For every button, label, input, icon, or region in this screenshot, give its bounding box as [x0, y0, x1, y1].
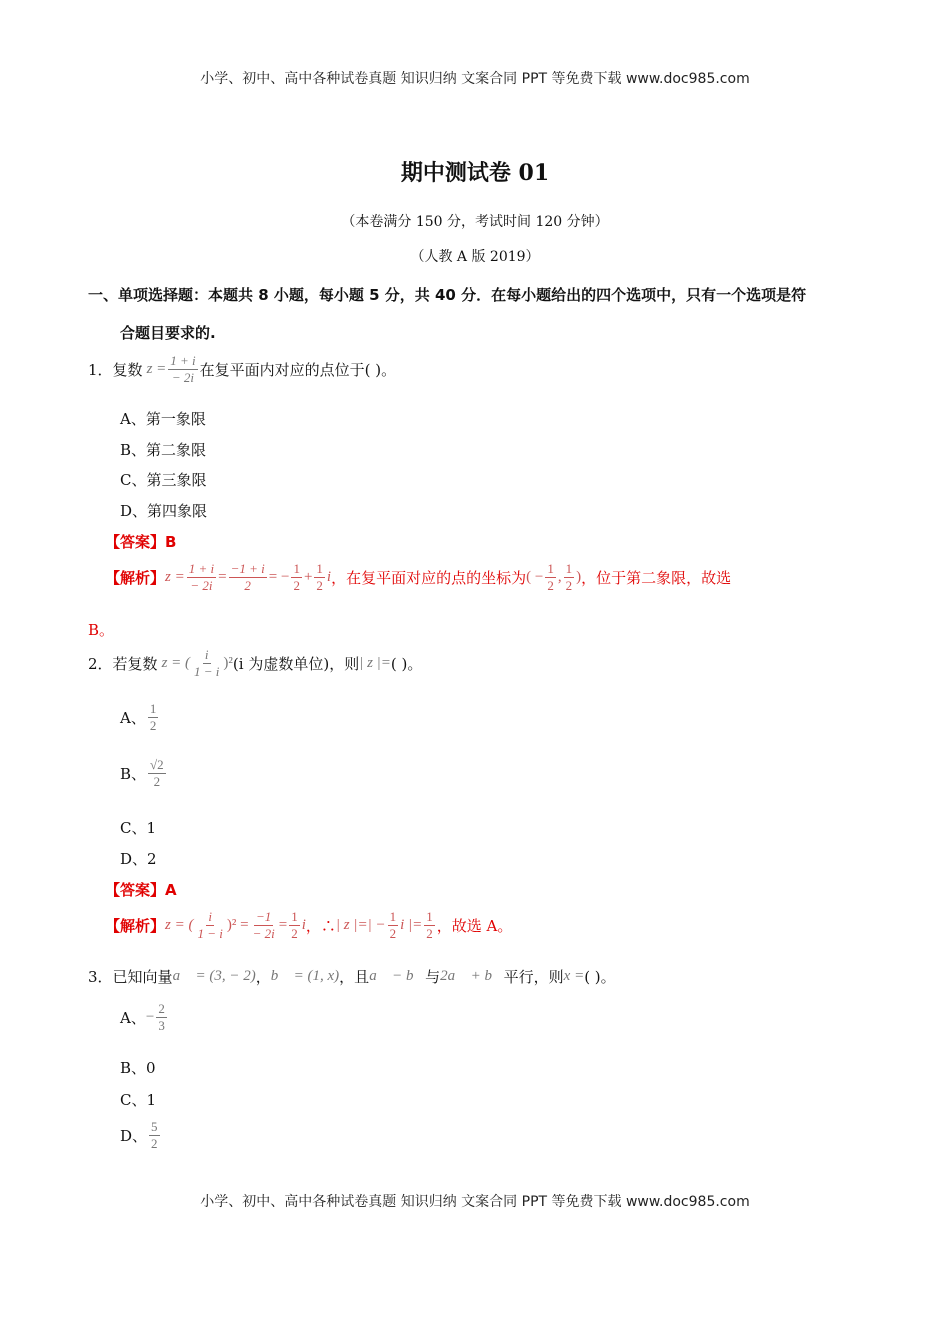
- question-text: 平行，则: [503, 968, 564, 986]
- math-fraction: [388, 910, 399, 940]
- option-b: [120, 758, 168, 788]
- math-operator: ): [576, 568, 582, 585]
- question-number: 2．: [88, 654, 113, 673]
- option-c: C、1: [120, 1091, 157, 1109]
- option-label: A、: [120, 708, 146, 727]
- question-text: ( )。: [390, 654, 423, 673]
- fraction-numerator: 1: [426, 909, 433, 924]
- fraction-numerator: 1: [389, 909, 397, 924]
- fraction-denominator: 2: [426, 925, 433, 941]
- section-heading-line1: 一、单项选择题：本题共 8 小题，每小题 5 分，共 40 分．在每小题给出的四个选项中，只有一个选项是符: [88, 286, 807, 304]
- page-footer: 小学、初中、高中各种试卷真题 知识归纳 文案合同 PPT 等免费下载 www.doc985.com: [200, 1194, 750, 1210]
- page-title: 期中测试卷 01: [400, 160, 550, 186]
- fraction-denominator: 2: [389, 925, 397, 941]
- section-heading-line2: 合题目要求的.: [120, 324, 216, 342]
- option-a: [120, 702, 160, 732]
- math-variable: i: [326, 568, 332, 585]
- math-operator: +: [303, 568, 313, 585]
- page-header: 小学、初中、高中各种试卷真题 知识归纳 文案合同 PPT 等免费下载 www.doc985.com: [200, 71, 750, 87]
- fraction-numerator: 1 + i: [170, 353, 196, 368]
- answer-value: B: [165, 533, 177, 551]
- fraction-numerator: 1: [565, 561, 573, 576]
- math-expression: x =: [563, 968, 585, 984]
- fraction-numerator: 5: [151, 1119, 158, 1134]
- fraction-denominator: 2: [293, 577, 300, 593]
- question-2: [88, 648, 422, 678]
- math-expression: z =: [165, 568, 185, 585]
- option-label: B、: [120, 764, 147, 783]
- option-a: A、第一象限: [120, 410, 206, 428]
- analysis-label: 【解析】: [105, 568, 166, 587]
- math-fraction: [564, 562, 575, 592]
- option-d: D、2: [120, 850, 157, 868]
- math-operator: =: [278, 916, 288, 933]
- fraction-denominator: − 2i: [190, 577, 213, 593]
- analysis-text: ，在复平面对应的点的坐标为: [331, 568, 527, 587]
- question-text: (i 为虚数单位)，则: [232, 654, 360, 673]
- option-a: [120, 1002, 169, 1032]
- math-fraction: [156, 1002, 167, 1032]
- analysis-text: ，位于第二象限，故选: [581, 568, 732, 587]
- option-label: A、: [120, 1008, 146, 1027]
- math-expression: | z |=| −: [335, 916, 386, 933]
- math-fraction: [187, 562, 216, 592]
- math-operator: =: [218, 568, 227, 585]
- math-expression: 2a⃗ + b⃗: [440, 968, 504, 984]
- question-text: ，: [255, 968, 271, 986]
- math-fraction: [289, 910, 300, 940]
- fraction-denominator: 2: [291, 925, 298, 941]
- question-text: 已知向量: [112, 968, 173, 986]
- question-text: ( )。: [584, 968, 616, 986]
- fraction-numerator: 1: [149, 701, 157, 716]
- math-operator: )² =: [226, 916, 249, 933]
- math-operator: −: [145, 1008, 155, 1025]
- fraction-numerator: −1: [256, 909, 272, 924]
- math-expression: z = (: [165, 916, 194, 933]
- math-fraction: [314, 562, 325, 592]
- math-fraction: [192, 648, 221, 678]
- fraction-denominator: 2: [149, 717, 157, 733]
- analysis-tail: B。: [88, 621, 115, 639]
- answer-label: 【答案】: [105, 533, 166, 551]
- question-3: [88, 966, 616, 987]
- option-d: [120, 1120, 162, 1150]
- answer-label: 【答案】: [105, 881, 166, 899]
- option-b: B、0: [120, 1059, 156, 1077]
- question-1: [88, 354, 396, 384]
- fraction-denominator: 2: [547, 577, 554, 593]
- option-c: C、1: [120, 819, 157, 837]
- question-text: 若复数: [112, 654, 158, 673]
- math-expression: z = (: [161, 654, 191, 671]
- analysis-line: [105, 562, 731, 592]
- fraction-denominator: 3: [158, 1017, 165, 1033]
- math-vector: a⃗ = (3, − 2): [172, 968, 256, 984]
- question-number: 1．: [88, 360, 113, 379]
- math-fraction: [149, 1120, 160, 1150]
- question-text: ，且: [339, 968, 370, 986]
- math-operator: ,: [557, 568, 562, 585]
- fraction-numerator: 1: [547, 561, 554, 576]
- subtitle-score-time: （本卷满分 150 分，考试时间 120 分钟）: [341, 214, 609, 230]
- fraction-numerator: 1: [293, 561, 300, 576]
- answer-line: [105, 879, 177, 900]
- fraction-denominator: 1 − i: [194, 663, 220, 679]
- math-fraction: [545, 562, 556, 592]
- fraction-denominator: − 2i: [252, 925, 275, 941]
- math-fraction: [148, 758, 166, 788]
- analysis-line: [105, 910, 512, 940]
- math-fraction: [148, 702, 159, 732]
- subtitle-edition: （人教 A 版 2019）: [410, 249, 540, 265]
- fraction-numerator: i: [208, 909, 212, 924]
- fraction-numerator: √2: [150, 757, 164, 772]
- analysis-label: 【解析】: [105, 916, 166, 935]
- analysis-text: ，∴: [305, 916, 336, 935]
- option-label: D、: [120, 1126, 148, 1145]
- option-b: B、第二象限: [120, 441, 207, 459]
- math-operator: )²: [223, 654, 233, 671]
- fraction-denominator: 2: [316, 577, 323, 593]
- fraction-denominator: 2: [244, 577, 251, 593]
- question-text: 在复平面内对应的点位于( )。: [199, 360, 397, 379]
- fraction-numerator: i: [204, 647, 209, 662]
- fraction-numerator: 2: [158, 1001, 165, 1016]
- question-text: 与: [425, 968, 441, 986]
- analysis-text: ，故选 A。: [436, 916, 513, 935]
- fraction-denominator: 2: [153, 773, 161, 789]
- option-d: D、第四象限: [120, 502, 208, 520]
- math-fraction: [424, 910, 435, 940]
- question-text: 复数: [112, 360, 143, 379]
- math-fraction: [195, 910, 224, 940]
- math-operator: ( −: [526, 568, 544, 585]
- answer-value: A: [165, 881, 177, 899]
- math-fraction: [251, 910, 277, 940]
- fraction-denominator: 1 − i: [197, 925, 223, 941]
- fraction-numerator: 1: [316, 561, 323, 576]
- math-expression: | z |=: [359, 654, 391, 671]
- math-vector: b⃗ = (1, x): [270, 968, 340, 984]
- math-fraction: [229, 562, 267, 592]
- math-expression: z =: [146, 360, 167, 377]
- answer-line: [105, 531, 176, 552]
- fraction-denominator: 2: [565, 577, 573, 593]
- math-expression: i |=: [400, 916, 423, 933]
- fraction-denominator: 2: [151, 1135, 158, 1151]
- math-fraction: [168, 354, 197, 384]
- math-fraction: [291, 562, 302, 592]
- math-variable: i: [301, 916, 306, 933]
- option-c: C、第三象限: [120, 471, 207, 489]
- question-number: 3．: [88, 968, 113, 986]
- math-operator: = −: [268, 568, 290, 585]
- math-expression: a⃗ − b⃗: [369, 968, 426, 984]
- fraction-denominator: − 2i: [171, 369, 195, 385]
- fraction-numerator: −1 + i: [230, 561, 265, 576]
- fraction-numerator: 1: [291, 909, 298, 924]
- fraction-numerator: 1 + i: [188, 561, 215, 576]
